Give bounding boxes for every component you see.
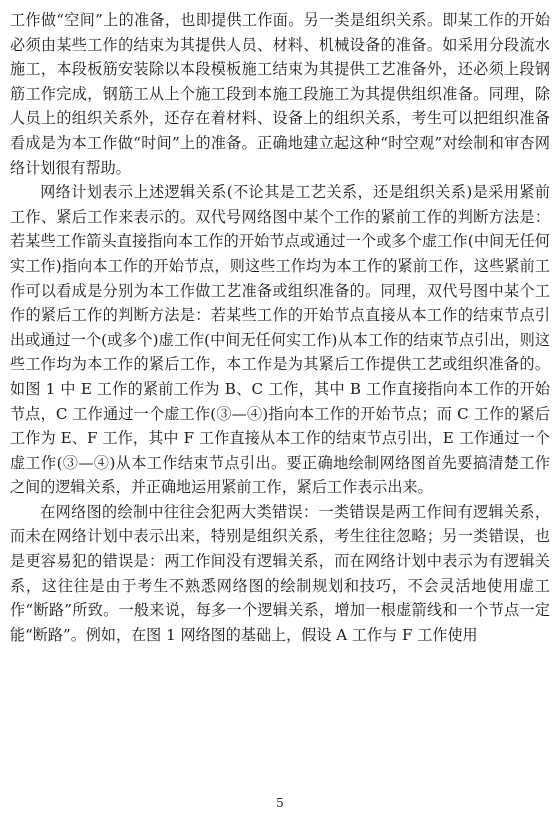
paragraph-1: 工作做“空间”上的准备，也即提供工作面。另一类是组织关系。即某工作的开始必须由某些工作的结束为其提供人员、材料、机械设备的准备。如采用分段流水施工，本段板筋安装除以本段模板施工结束为其提供工艺准备外，还必须上段钢筋工作完成，钢筋工从上个施工段到本施工段施工为其提供组织准备。同理，除人员上的组织关系外，还存在着材料、设备上的组织关系，考生可以把组织准备看成是为本工作做“时间”上的准备。正确地建立起这种“时空观”对绘制和审杏网络计划很有帮助。 <box>10 11 550 177</box>
paragraph-3: 在网络图的绘制中往往会犯两大类错误：一类错误是两工作间有逻辑关系，而未在网络计划中表示出来，特别是组织关系，考生往往忽略；另一类错误，也是更容易犯的错误是：两工作间没有逻辑关系，而在网络计划中表示为有逻辑关系，这往往是由于考生不熟悉网络图的绘制规划和技巧，不会灵活地使用虚工作“断路”所致。一般来说，每多一个逻辑关系，增加一根虚箭线和一个节点一定能“断路”。例如，在图 1 网络图的基础上，假设 A 工作与 F 工作使用 <box>10 502 550 644</box>
page-number: 5 <box>276 796 284 810</box>
paragraph-2: 网络计划表示上述逻辑关系(不论其是工艺关系，还是组织关系)是采用紧前工作、紧后工作来表示的。双代号网络图中某个工作的紧前工作的判断方法是：若某些工作箭头直接指向本工作的开始节点或通过一个或多个虚工作(中间无任何实工作)指向本工作的开始节点，则这些工作均为本工作的紧前工作，这些紧前工作可以看成是分别为本工作做工艺准备或组织准备的。同理，双代号图中某个工作的紧后工作的判断方法是：若某些工作的开始节点直接从本工作的结束节点引出或通过一个(或多个)虚工作(中间无任何实工作)从本工作的结束节点引出，则这些工作均为本工作的紧后工作，本工作是为其紧后工作提供工艺或组织准备的。如图 1 中 E 工作的紧前工作为 B、C 工作，其中 B 工作直接指向本工作的开始节点，C 工作通过一个虚工作(③—④)指向本工作的开始节点；而 C 工作的紧后工作为 E、F 工作，其中 F 工作直接从本工作的结束节点引出，E 工作通过一个虚工作(③—④)从本工作结束节点引出。要正确地绘制网络图首先要搞清楚工作之间的逻辑关系，并正确地运用紧前工作，紧后工作表示出来。 <box>10 183 550 497</box>
document-body <box>10 8 550 647</box>
